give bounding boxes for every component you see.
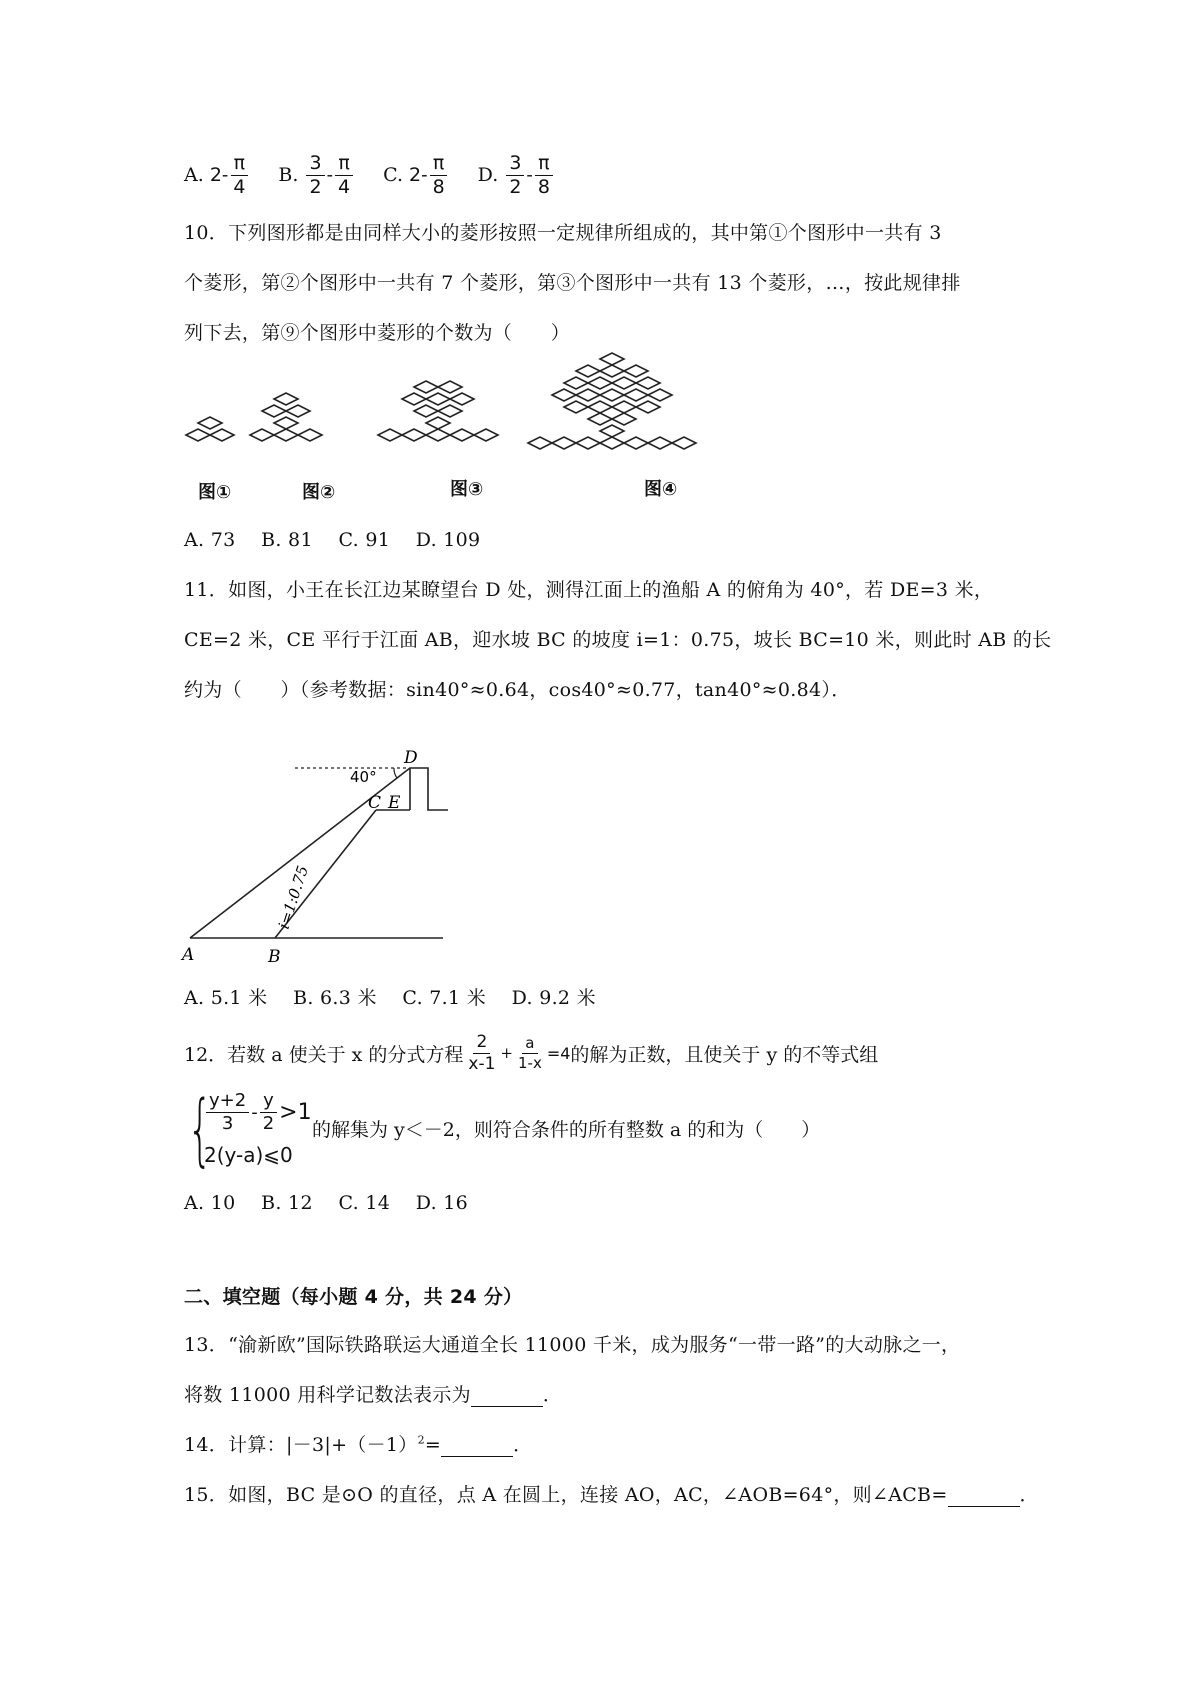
angle-arc	[394, 768, 397, 778]
label-b: B	[268, 947, 281, 967]
integer-part: 2	[409, 164, 422, 186]
label-e: E	[388, 793, 401, 813]
q9-option-c	[383, 151, 450, 198]
rhombus-shape	[426, 393, 450, 405]
rhombus-shape	[450, 393, 474, 405]
watchtower-slope-figure	[180, 750, 470, 980]
fraction	[535, 151, 553, 198]
relation: >1	[279, 1099, 312, 1125]
label-angle: 40°	[350, 768, 377, 786]
denominator: 4	[233, 175, 246, 198]
equals-value: =4	[546, 1043, 571, 1063]
exponent: 2	[417, 1433, 425, 1447]
denominator: 1-x	[517, 1053, 542, 1072]
inequality-1	[204, 1087, 312, 1137]
rhombus-shape	[672, 437, 696, 449]
rhombus-shape	[612, 413, 636, 425]
figure-caption-2: 图②	[302, 482, 336, 503]
rhombus-shape	[576, 389, 600, 401]
denominator: 2	[262, 1112, 275, 1134]
rhombus-shape	[414, 405, 438, 417]
q12-line2-rest: 的解集为 y＜－2，则符合条件的所有整数 a 的和为（ ）	[312, 1119, 821, 1141]
numerator: a	[522, 1036, 537, 1054]
rhombus-shape	[274, 417, 298, 429]
label-d: D	[404, 750, 418, 768]
figure-caption-3: 图③	[450, 479, 484, 500]
figure-caption-1: 图①	[198, 482, 232, 503]
q13-prefix: 将数 11000 用科学记数法表示为	[184, 1384, 471, 1406]
rhombus-shape	[648, 389, 672, 401]
q10-line1: 10．下列图形都是由同样大小的菱形按照一定规律所组成的，其中第①个图形中一共有 3	[184, 222, 942, 244]
rhombus-shape	[612, 377, 636, 389]
q15-suffix: ．	[1019, 1484, 1039, 1506]
rhombus-shape	[624, 437, 648, 449]
q12-options: A. 10 B. 12 C. 14 D. 16	[184, 1192, 469, 1214]
rhombus-shape	[250, 429, 274, 441]
q15-line	[184, 1480, 1039, 1507]
q14-line	[184, 1430, 532, 1457]
q10-line2: 个菱形，第②个图形中一共有 7 个菱形，第③个图形中一共有 13 个菱形，…，按此规律排	[184, 272, 961, 294]
rhombus-shape	[274, 393, 298, 405]
rhombus-pattern-figure	[184, 350, 744, 480]
rhombus-shape	[414, 381, 438, 393]
rhombus-shape	[198, 417, 222, 429]
option-label: A.	[184, 164, 204, 186]
minus-sign: -	[526, 164, 533, 186]
q10-options: A. 73 B. 81 C. 91 D. 109	[184, 529, 481, 551]
denominator: 2	[509, 175, 522, 198]
numerator: 3	[306, 154, 324, 176]
fraction	[465, 1031, 498, 1074]
rhombus-shape	[648, 437, 672, 449]
inequality-system	[184, 1084, 312, 1176]
rhombus-shape	[298, 429, 322, 441]
denominator: 8	[432, 175, 445, 198]
q9-options	[184, 145, 583, 205]
rhombus-shape	[438, 405, 462, 417]
fraction	[260, 1089, 277, 1134]
q12-line1	[184, 1030, 878, 1076]
rhombus-shape	[564, 401, 588, 413]
label-a: A	[182, 945, 195, 965]
rhombus-shape	[378, 429, 402, 441]
numerator: 3	[506, 154, 524, 176]
denominator: x-1	[468, 1053, 496, 1074]
integer-part: 2	[209, 164, 222, 186]
fraction	[515, 1033, 545, 1072]
rhombus-shape	[450, 429, 474, 441]
denominator: 3	[221, 1112, 234, 1134]
numerator: π	[535, 154, 552, 176]
numerator: π	[335, 154, 352, 176]
rhombus-shape	[286, 405, 310, 417]
option-label: D.	[477, 164, 499, 186]
denominator: 2	[309, 175, 322, 198]
q9-option-d	[477, 151, 555, 198]
q11-options: A. 5.1 米 B. 6.3 米 C. 7.1 米 D. 9.2 米	[184, 987, 596, 1009]
q14-prefix: 14．计算：|－3|+（－1）	[184, 1434, 418, 1456]
rhombus-shape	[402, 393, 426, 405]
option-label: B.	[278, 164, 299, 186]
denominator: 8	[537, 175, 550, 198]
q11-line1: 11．如图，小王在长江边某瞭望台 D 处，测得江面上的渔船 A 的俯角为 40°，若 DE=3 米，	[184, 579, 994, 601]
answer-blank[interactable]	[471, 1388, 543, 1407]
rhombus-shape	[576, 437, 600, 449]
rhombus-shape	[186, 429, 210, 441]
rhombus-shape	[600, 353, 624, 365]
rhombus-shape	[576, 365, 600, 377]
q10-line3: 列下去，第⑨个图形中菱形的个数为（ ）	[184, 322, 571, 344]
minus-sign: -	[221, 164, 229, 186]
rhombus-shape	[552, 437, 576, 449]
minus-sign: -	[421, 164, 428, 186]
numerator: π	[231, 154, 248, 176]
rhombus-shape	[588, 377, 612, 389]
rhombus-shape	[600, 365, 624, 377]
fraction	[506, 151, 524, 198]
q12-prefix: 12．若数 a 使关于 x 的分式方程	[184, 1043, 464, 1066]
rhombus-shape	[426, 417, 450, 429]
q12-suffix: 的解为正数，且使关于 y 的不等式组	[570, 1043, 879, 1066]
q11-line2: CE=2 米，CE 平行于江面 AB，迎水坡 BC 的坡度 i=1：0.75，坡长 BC=10 米，则此时 AB 的长	[184, 629, 1052, 651]
plus-sign: +	[500, 1044, 513, 1062]
q14-suffix: ．	[513, 1434, 533, 1456]
q11-line3: 约为（ ）（参考数据：sin40°≈0.64，cos40°≈0.77，tan40°≈0.84）．	[184, 679, 851, 701]
numerator: π	[430, 154, 447, 176]
numerator: y+2	[206, 1092, 249, 1113]
q13-line2	[184, 1380, 562, 1407]
rhombus-shape	[624, 389, 648, 401]
q13-suffix: ．	[542, 1384, 563, 1406]
inequality-lines	[204, 1087, 312, 1173]
numerator: y	[260, 1092, 277, 1113]
rhombus-shape	[624, 365, 648, 377]
rhombus-shape	[564, 377, 588, 389]
inequality-2: 2(y-a)⩽0	[204, 1143, 293, 1167]
rhombus-shape	[210, 429, 234, 441]
rhombus-shape	[588, 413, 612, 425]
numerator: 2	[473, 1034, 490, 1054]
rhombus-shape	[474, 429, 498, 441]
q15-prefix: 15．如图，BC 是⊙O 的直径，点 A 在圆上，连接 AO，AC，∠AOB=64°，则∠ACB=	[184, 1484, 948, 1506]
fraction	[306, 151, 324, 198]
rhombus-shape	[528, 437, 552, 449]
answer-blank[interactable]	[441, 1438, 513, 1457]
rhombus-shape	[612, 401, 636, 413]
rhombus-shape	[588, 401, 612, 413]
section-heading: 二、填空题（每小题 4 分，共 24 分）	[184, 1286, 523, 1308]
rhombus-shape	[262, 405, 286, 417]
option-label: C.	[383, 164, 403, 186]
rhombus-shape	[274, 429, 298, 441]
rhombus-shape	[438, 381, 462, 393]
minus-sign: -	[326, 164, 333, 186]
q9-option-b	[278, 151, 355, 198]
rhombus-shape	[402, 429, 426, 441]
rhombus-shape	[636, 377, 660, 389]
denominator: 4	[338, 175, 351, 198]
q9-option-a	[184, 151, 250, 198]
label-c: C	[368, 793, 382, 813]
tower-structure	[410, 768, 448, 810]
fraction	[206, 1089, 249, 1134]
rhombus-shape	[636, 401, 660, 413]
label-slope: i=1:0.75	[274, 863, 313, 932]
equals-sign: =	[424, 1434, 442, 1456]
minus-sign: -	[251, 1101, 258, 1123]
left-brace: {	[187, 1085, 213, 1175]
fraction	[335, 151, 353, 198]
rhombus-shape	[600, 437, 624, 449]
rhombus-shape	[426, 429, 450, 441]
answer-blank[interactable]	[948, 1488, 1020, 1507]
q13-line1: 13．“渝新欧”国际铁路联运大通道全长 11000 千米，成为服务“一带一路”的大动脉之一，	[184, 1334, 961, 1356]
fraction	[430, 151, 448, 198]
fraction	[230, 151, 248, 198]
rhombus-shape	[552, 389, 576, 401]
rhombus-shape	[600, 425, 624, 437]
rhombus-shape	[600, 389, 624, 401]
figure-caption-4: 图④	[644, 479, 678, 500]
